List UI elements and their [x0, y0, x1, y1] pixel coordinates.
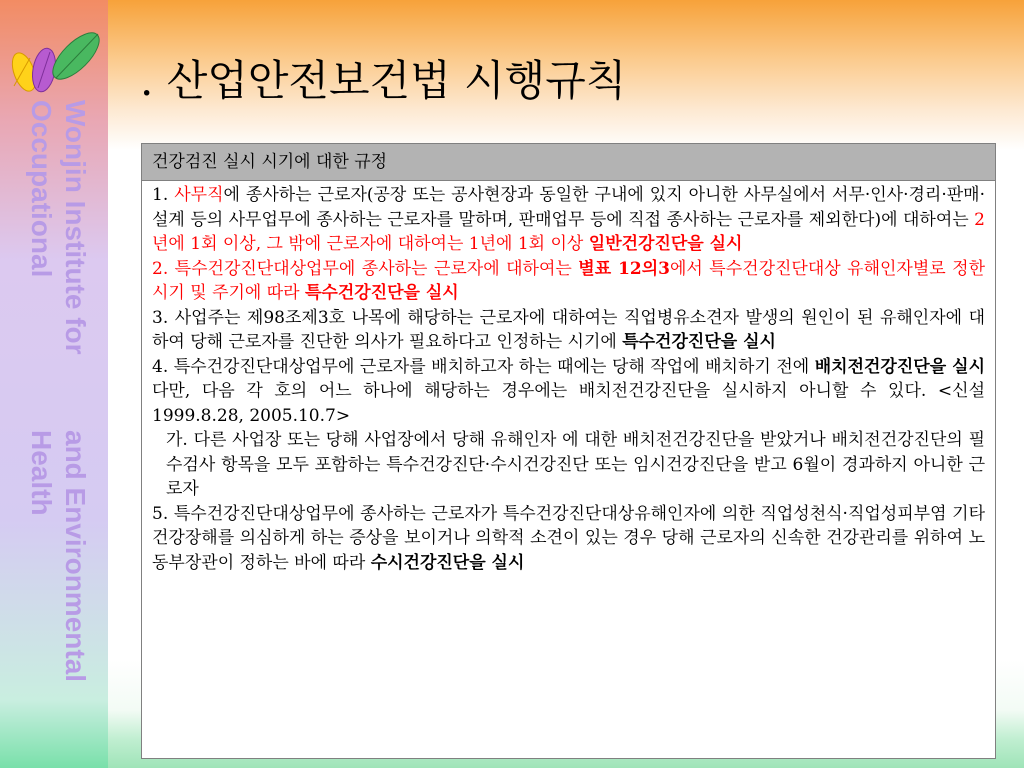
paragraph-2	[152, 257, 985, 306]
p2-highlight-special-exam: 특수건강진단을 실시	[305, 283, 459, 303]
p2-highlight-table: 별표 12의3	[578, 258, 670, 279]
p1-highlight-office: 사무직	[174, 185, 224, 205]
box-header: 건강검진 실시 시기에 대한 규정	[142, 144, 995, 181]
p1-highlight-general-exam: 일반건강진단을 실시	[588, 234, 743, 254]
paragraph-1	[152, 183, 985, 257]
p1-text-c: 에 종사하는 근로자(공장 또는 공사현장과 동일한 구내에 있지 아니한 사무실에서 서무·인사·경리·판매·설계 등의 사무업무에 종사하는 근로자를 말하며, 판매업무 등에 직접 종사하는 근로자를 제외한다)에 대하여는	[152, 185, 985, 230]
content-box	[141, 143, 996, 759]
p1-text-e: , 그 밖에 근로자에 대하여는 1년에 1회 이상	[255, 234, 589, 254]
p2-text-c: 에서 특수건강진단대상 유해인자별로 정한 시기 및 주기에 따라	[152, 258, 985, 303]
p4-bold-placement-exam: 배치전건강진단을 실시	[814, 356, 986, 377]
institute-name-line1: Wonjin Institute for Occupational	[26, 100, 91, 355]
p4-text-a: 4. 특수건강진단대상업무에 근로자를 배치하고자 하는 때에는 당해 작업에 배치하기 전에	[152, 356, 815, 377]
paragraph-3	[152, 306, 985, 355]
p2-text-a: 2. 특수건강진단대상업무에 종사하는 근로자에 대하여는	[152, 258, 579, 279]
p5-bold-occasional-exam: 수시건강진단을 실시	[370, 552, 525, 573]
paragraph-4-sub-a: 가. 다른 사업장 또는 당해 사업장에서 당해 유해인자 에 대한 배치전건강진단을 받았거나 배치전건강진단의 필수검사 항목을 모두 포함하는 특수건강진단·수시건강진단 또는 임시건강진단을 받고 6월이 경과하지 아니한 근로자	[166, 430, 985, 499]
institute-name	[14, 100, 92, 690]
p5-text-a: 5. 특수건강진단대상업무에 종사하는 근로자가 특수건강진단대상유해인자에 의한 직업성천식·직업성피부염 기타 건강장해를 의심하게 하는 증상을 보이거나 의학적 소견이 있는 경우 당해 근로자의 신속한 건강관리를 위하여 노동부장관이 정하는 바에 따라	[152, 503, 985, 573]
paragraph-5	[152, 502, 985, 576]
p4-text-c: 다만, 다음 각 호의 어느 하나에 해당하는 경우에는 배치전건강진단을 실시하지 아니할 수 있다. <신설 1999.8.28, 2005.10.7>	[152, 381, 985, 426]
paragraph-4	[152, 355, 985, 429]
box-content	[142, 181, 995, 575]
p1-text-a: 1.	[152, 185, 175, 205]
institute-name-line2: and Environmental Health	[26, 430, 91, 683]
p3-text-a: 3. 사업주는 제98조제3호 나목에 해당하는 근로자에 대하여는 직업병유소견자 발생의 원인이 된 유해인자에 대하여 당해 근로자를 진단한 의사가 필요하다고 인정하는 시기에	[152, 307, 985, 352]
p1-highlight-period: 2년에 1회 이상	[152, 209, 985, 254]
sidebar	[0, 0, 108, 768]
leaf-logo-icon	[4, 26, 108, 100]
p3-bold-special-exam: 특수건강진단을 실시	[622, 332, 776, 352]
page-title: . 산업안전보건법 시행규칙	[140, 56, 627, 105]
